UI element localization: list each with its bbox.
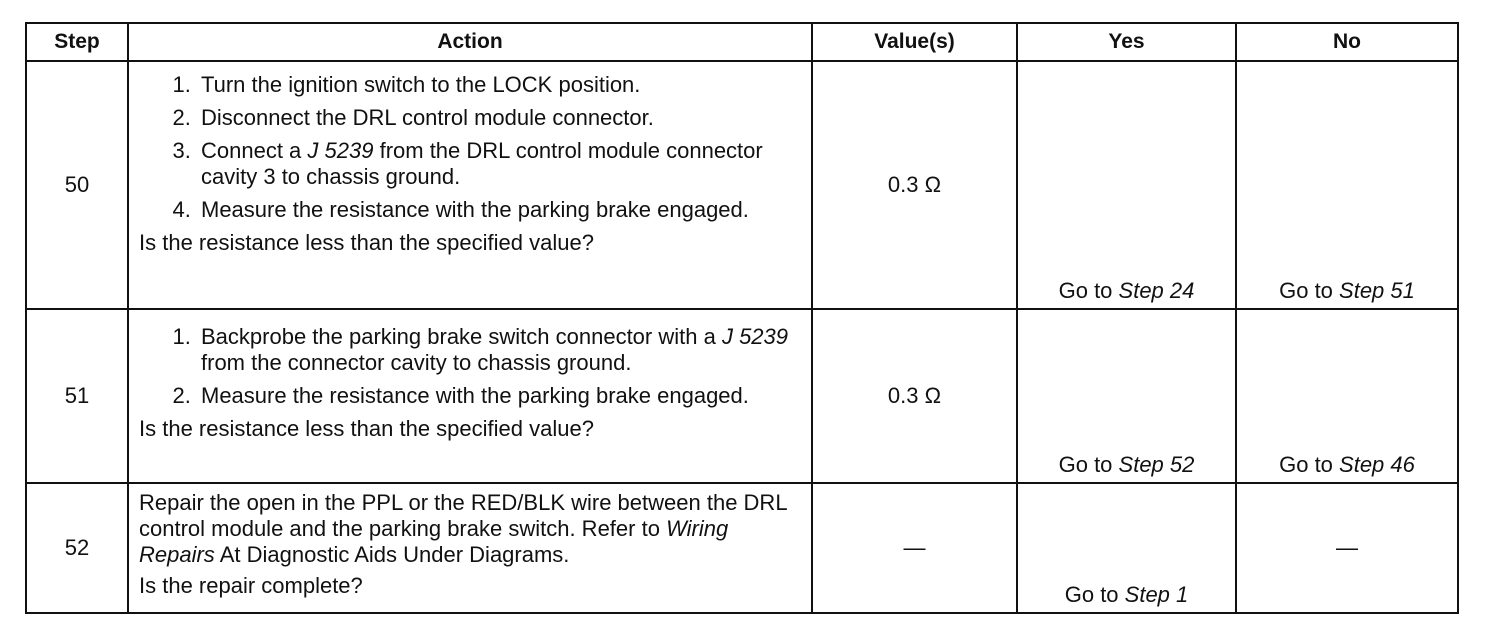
repair-instructions — [139, 490, 803, 568]
step-reference: Step 52 — [1118, 452, 1195, 477]
table-row — [26, 483, 1458, 613]
action-question: Is the resistance less than the specified value? — [139, 230, 594, 255]
document-reference: Wiring Repairs — [139, 516, 729, 567]
header-values: Value(s) — [812, 23, 1017, 61]
action-cell — [128, 309, 812, 483]
table-row — [26, 61, 1458, 309]
action-question: Is the repair complete? — [139, 573, 363, 598]
header-no: No — [1236, 23, 1458, 61]
no-action — [1236, 61, 1458, 309]
list-item — [197, 324, 803, 376]
goto-text: Go to — [1058, 452, 1119, 477]
action-steps-list — [139, 324, 803, 409]
list-item: 1. Turn the ignition switch to the LOCK position. — [197, 72, 803, 98]
table-row — [26, 309, 1458, 483]
header-step: Step — [26, 23, 128, 61]
action-cell — [128, 483, 812, 613]
tool-reference: J 5239 — [307, 138, 374, 163]
goto-text: Go to — [1279, 452, 1340, 477]
list-item: 2. Measure the resistance with the parking brake engaged. — [197, 383, 803, 409]
paragraph-text: At Diagnostic Aids Under Diagrams. — [214, 542, 570, 567]
item-text: Backprobe the parking brake switch connector with a — [201, 324, 722, 349]
list-item — [197, 138, 803, 190]
paragraph-text: Repair the open in the PPL or the RED/BLK wire between the DRL control module and the parking brake switch. Refer to — [139, 490, 787, 541]
step-number: 51 — [26, 309, 128, 483]
action-steps-list — [139, 72, 803, 223]
step-number: 52 — [26, 483, 128, 613]
specified-value: — — [812, 483, 1017, 613]
list-item: 4. Measure the resistance with the parking brake engaged. — [197, 197, 803, 223]
item-text: from the DRL control module connector cavity 3 to chassis ground. — [201, 138, 763, 189]
goto-text: Go to — [1279, 278, 1340, 303]
step-reference: Step 1 — [1124, 582, 1189, 607]
header-yes: Yes — [1017, 23, 1236, 61]
item-text: from the connector cavity to chassis ground. — [201, 350, 632, 375]
action-question: Is the resistance less than the specified value? — [139, 416, 594, 441]
step-reference: Step 24 — [1118, 278, 1195, 303]
diagnostic-table — [25, 22, 1459, 614]
tool-reference: J 5239 — [721, 324, 789, 349]
yes-action — [1017, 309, 1236, 483]
action-cell — [128, 61, 812, 309]
step-reference: Step 51 — [1339, 278, 1415, 303]
step-reference: Step 46 — [1339, 452, 1415, 477]
specified-value: 0.3 Ω — [812, 309, 1017, 483]
step-number: 50 — [26, 61, 128, 309]
no-action: — — [1236, 483, 1458, 613]
goto-text: Go to — [1058, 278, 1119, 303]
item-text: Connect a — [201, 138, 308, 163]
goto-text: Go to — [1064, 582, 1125, 607]
yes-action — [1017, 483, 1236, 613]
yes-action — [1017, 61, 1236, 309]
header-row — [26, 23, 1458, 61]
diagnostic-table-container — [25, 22, 1457, 614]
header-action: Action — [128, 23, 812, 61]
list-item: 2. Disconnect the DRL control module connector. — [197, 105, 803, 131]
specified-value: 0.3 Ω — [812, 61, 1017, 309]
no-action — [1236, 309, 1458, 483]
